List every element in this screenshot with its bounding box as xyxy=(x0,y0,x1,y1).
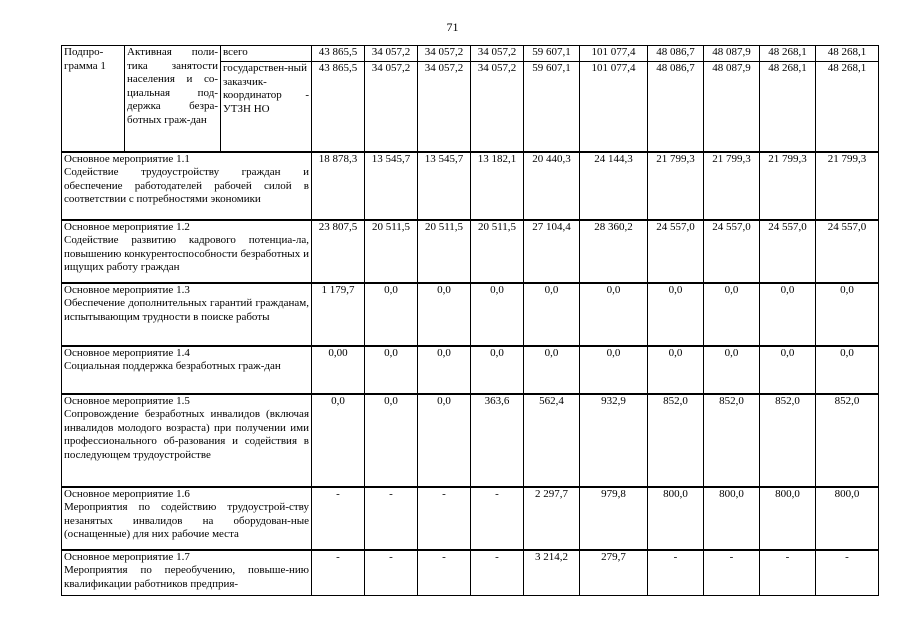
value-cell: 0,0 xyxy=(365,346,418,394)
measure-text: Сопровождение безработных инвалидов (включая инвалидов молодого возраста) при получении ими профессионального об-разования и содействия в последующем трудоустройстве xyxy=(64,408,309,461)
subprogram-name: Активная поли-тика занятости населения и со-циальная под-держка безра-ботных граж-дан xyxy=(125,46,221,152)
value-cell: 21 799,3 xyxy=(760,152,816,220)
value-cell: 800,0 xyxy=(816,487,879,550)
value-cell: 0,0 xyxy=(704,283,760,346)
value-cell: 852,0 xyxy=(704,394,760,487)
value-cell: 59 607,1 xyxy=(524,46,580,62)
measure-text: Социальная поддержка безработных граж-дан xyxy=(64,360,281,373)
value-cell: 24 557,0 xyxy=(704,220,760,283)
measure-row xyxy=(62,487,879,550)
measure-description xyxy=(62,346,312,394)
measure-description xyxy=(62,394,312,487)
value-cell: 0,0 xyxy=(760,283,816,346)
value-cell: 34 057,2 xyxy=(418,62,471,152)
value-cell: - xyxy=(760,550,816,596)
value-cell: 0,0 xyxy=(471,346,524,394)
value-cell: 279,7 xyxy=(580,550,648,596)
value-cell: - xyxy=(312,550,365,596)
value-cell: 24 557,0 xyxy=(760,220,816,283)
value-cell: 43 865,5 xyxy=(312,62,365,152)
measure-description xyxy=(62,220,312,283)
executor-cell: государствен-ный заказчик-координатор - УТЗН НО xyxy=(221,62,312,152)
value-cell: 48 086,7 xyxy=(648,62,704,152)
value-cell: 20 511,5 xyxy=(471,220,524,283)
measure-text: Обеспечение дополнительных гарантий гражданам, испытывающим трудности в поиске работы xyxy=(64,297,309,323)
value-cell: 0,0 xyxy=(524,346,580,394)
value-cell: 979,8 xyxy=(580,487,648,550)
value-cell: 34 057,2 xyxy=(471,46,524,62)
measure-title: Основное мероприятие 1.2 xyxy=(64,220,190,233)
value-cell: 13 545,7 xyxy=(365,152,418,220)
value-cell: 0,0 xyxy=(365,283,418,346)
value-cell: 24 557,0 xyxy=(648,220,704,283)
value-cell: 21 799,3 xyxy=(816,152,879,220)
value-cell: 852,0 xyxy=(816,394,879,487)
value-cell: 48 087,9 xyxy=(704,62,760,152)
value-cell: 34 057,2 xyxy=(365,62,418,152)
budget-table xyxy=(61,45,879,596)
value-cell: 48 087,9 xyxy=(704,46,760,62)
executor-cell: всего xyxy=(221,46,312,62)
value-cell: 562,4 xyxy=(524,394,580,487)
measure-text: Содействие развитию кадрового потенциа-ла, повышению конкурентоспособности безработных и ищущих работу граждан xyxy=(64,234,309,274)
value-cell: 852,0 xyxy=(760,394,816,487)
value-cell: 0,0 xyxy=(704,346,760,394)
value-cell: 34 057,2 xyxy=(365,46,418,62)
page-number: 71 xyxy=(446,20,459,34)
value-cell: 34 057,2 xyxy=(418,46,471,62)
value-cell: 13 182,1 xyxy=(471,152,524,220)
value-cell: - xyxy=(418,550,471,596)
subprogram-label: Подпро-грамма 1 xyxy=(62,46,125,152)
value-cell: 0,0 xyxy=(418,394,471,487)
value-cell: - xyxy=(312,487,365,550)
measure-row xyxy=(62,220,879,283)
value-cell: 800,0 xyxy=(704,487,760,550)
value-cell: - xyxy=(418,487,471,550)
measure-row xyxy=(62,346,879,394)
value-cell: 13 545,7 xyxy=(418,152,471,220)
value-cell: 48 268,1 xyxy=(760,46,816,62)
value-cell: 932,9 xyxy=(580,394,648,487)
value-cell: 800,0 xyxy=(648,487,704,550)
value-cell: 21 799,3 xyxy=(648,152,704,220)
value-cell: - xyxy=(365,550,418,596)
value-cell: 0,0 xyxy=(816,346,879,394)
value-cell: 0,0 xyxy=(365,394,418,487)
measure-description xyxy=(62,550,312,596)
value-cell: 20 440,3 xyxy=(524,152,580,220)
value-cell: 48 268,1 xyxy=(816,62,879,152)
value-cell: 59 607,1 xyxy=(524,62,580,152)
value-cell: 23 807,5 xyxy=(312,220,365,283)
measure-description xyxy=(62,487,312,550)
value-cell: 0,0 xyxy=(471,283,524,346)
value-cell: 21 799,3 xyxy=(704,152,760,220)
value-cell: - xyxy=(365,487,418,550)
value-cell: 0,0 xyxy=(524,283,580,346)
value-cell: 0,0 xyxy=(648,283,704,346)
subprogram-row-total xyxy=(62,46,879,62)
value-cell: 0,0 xyxy=(816,283,879,346)
measure-title: Основное мероприятие 1.3 xyxy=(64,283,190,296)
value-cell: 0,00 xyxy=(312,346,365,394)
value-cell: 0,0 xyxy=(648,346,704,394)
value-cell: - xyxy=(648,550,704,596)
measure-title: Основное мероприятие 1.4 xyxy=(64,346,190,359)
measure-title: Основное мероприятие 1.1 xyxy=(64,152,190,165)
value-cell: 0,0 xyxy=(580,346,648,394)
measure-description xyxy=(62,152,312,220)
value-cell: 1 179,7 xyxy=(312,283,365,346)
value-cell: 18 878,3 xyxy=(312,152,365,220)
value-cell: 101 077,4 xyxy=(580,46,648,62)
measure-description xyxy=(62,283,312,346)
value-cell: - xyxy=(471,487,524,550)
measure-row xyxy=(62,152,879,220)
value-cell: 28 360,2 xyxy=(580,220,648,283)
value-cell: 0,0 xyxy=(760,346,816,394)
value-cell: 800,0 xyxy=(760,487,816,550)
value-cell: 0,0 xyxy=(312,394,365,487)
value-cell: 48 268,1 xyxy=(816,46,879,62)
measure-title: Основное мероприятие 1.5 xyxy=(64,394,190,407)
value-cell: 20 511,5 xyxy=(418,220,471,283)
measure-row xyxy=(62,394,879,487)
value-cell: 24 557,0 xyxy=(816,220,879,283)
measure-text: Мероприятия по содействию трудоустрой-ству незанятых инвалидов на оборудован-ные (оснащенные) для них рабочие места xyxy=(64,501,309,541)
measure-title: Основное мероприятие 1.7 xyxy=(64,550,190,563)
value-cell: 48 086,7 xyxy=(648,46,704,62)
value-cell: 20 511,5 xyxy=(365,220,418,283)
measure-text: Мероприятия по переобучению, повыше-нию квалификации работников предприя- xyxy=(64,564,309,590)
value-cell: - xyxy=(816,550,879,596)
value-cell: 3 214,2 xyxy=(524,550,580,596)
value-cell: 101 077,4 xyxy=(580,62,648,152)
value-cell: 27 104,4 xyxy=(524,220,580,283)
value-cell: 363,6 xyxy=(471,394,524,487)
measure-title: Основное мероприятие 1.6 xyxy=(64,487,190,500)
value-cell: 0,0 xyxy=(418,283,471,346)
value-cell: 0,0 xyxy=(418,346,471,394)
value-cell: - xyxy=(471,550,524,596)
value-cell: 0,0 xyxy=(580,283,648,346)
value-cell: - xyxy=(704,550,760,596)
measure-row xyxy=(62,283,879,346)
value-cell: 48 268,1 xyxy=(760,62,816,152)
value-cell: 34 057,2 xyxy=(471,62,524,152)
measure-row xyxy=(62,550,879,596)
value-cell: 24 144,3 xyxy=(580,152,648,220)
value-cell: 2 297,7 xyxy=(524,487,580,550)
measure-text: Содействие трудоустройству граждан и обеспечение работодателей рабочей силой в соответствии с потребностями экономики xyxy=(64,166,309,206)
value-cell: 852,0 xyxy=(648,394,704,487)
value-cell: 43 865,5 xyxy=(312,46,365,62)
